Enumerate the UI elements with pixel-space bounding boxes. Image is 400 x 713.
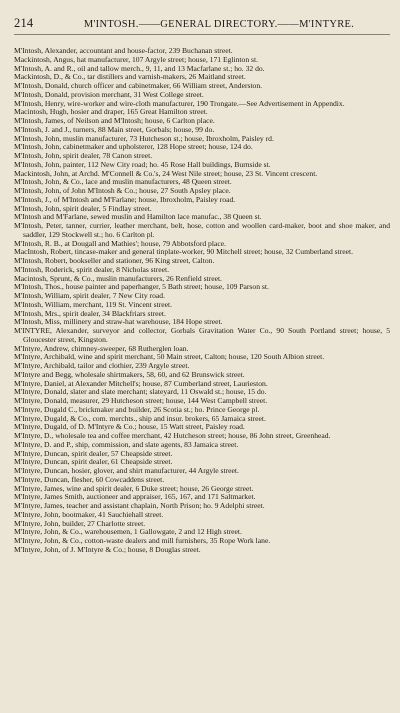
directory-entry: M'Intosh, Donald, provision merchant, 31 West College street. — [14, 89, 204, 99]
directory-entry: M'Intosh, John, & Co., lace and muslin manufacturers, 48 Queen street. — [14, 177, 232, 187]
directory-entry: M'Intosh, John, spirit dealer, 78 Canon street. — [14, 151, 153, 160]
directory-entry: M'Intyre, Andrew, chimney-sweeper, 68 Rutherglen loan. — [14, 343, 189, 353]
directory-entry: M'Intyre, Dugald, of D. M'Intyre & Co.; house, 15 Watt street, Paisley road. — [14, 422, 245, 432]
directory-entry: M'Intosh, John, spirit dealer, 5 Findlay street. — [14, 203, 152, 213]
directory-entry: M'Intyre, Archibald, wine and spirit merchant, 50 Main street, Calton; house, 120 South Albion street. — [14, 352, 325, 362]
directory-entry: M'Intyre, Duncan, hosier, glover, and shirt manufacturer, 44 Argyle street. — [14, 466, 239, 475]
directory-entry: M'Intyre, D., wholesale tea and coffee merchant, 42 Hutcheson street; house, 86 John street, Greenhead. — [14, 431, 331, 440]
directory-entry: Macintosh, Hugh, hosier and draper, 165 Great Hamilton street. — [14, 107, 208, 117]
directory-entry: M'Intyre, Duncan, spirit dealer, 57 Cheapside street. — [14, 448, 173, 458]
directory-entry: Mackintosh, Angus, hat manufacturer, 107 Argyle street; house, 171 Eglinton st. — [14, 54, 258, 64]
directory-entry: M'Intosh, John, of John M'Intosh & Co.; house, 27 South Apsley place. — [14, 186, 231, 195]
directory-entry: M'Intyre, John, of J. M'Intyre & Co.; house, 8 Douglas street. — [14, 544, 201, 554]
directory-entry: M'Intyre, Archibald, tailor and clothier, 239 Argyle street. — [14, 361, 190, 370]
directory-entry: M'Intosh, J. and J., turners, 88 Main street, Gorbals; house, 99 do. — [14, 124, 215, 134]
directory-entry: M'Intosh, John, cabinetmaker and upholsterer, 128 Hope street; house, 124 do. — [14, 142, 253, 152]
directory-entry: M'Intosh, Robert, bookseller and stationer, 96 King street, Calton. — [14, 256, 215, 265]
directory-entry: M'Intosh, A. and R., oil and tallow merch., 9, 11, and 13 Macfarlane st.; ho. 32 do. — [14, 63, 265, 73]
directory-entry: M'Intyre, Duncan, flesher, 60 Cowcaddens street. — [14, 474, 165, 484]
directory-entry: M'Intosh, Peter, tanner, currier, leather merchant, belt, hose, cotton and woollen card-maker, boot and shoe maker, and saddler, 129 Stockwell st.; ho. 6 Carlton pl. — [14, 221, 390, 239]
directory-entry: M'Intosh, James, of Neilson and M'Intosh; house, 6 Carlton place. — [14, 116, 215, 125]
directory-entry: M'Intyre, John, & Co., cotton-waste dealers and mill furnishers, 35 Rope Work lane. — [14, 536, 271, 545]
directory-entry: M'Intyre, Duncan, spirit dealer, 61 Cheapside street. — [14, 457, 173, 467]
directory-entry: M'Intosh, Mrs., spirit dealer, 34 Blackfriars street. — [14, 308, 166, 318]
directory-entry: MacIntosh, Robert, tincase-maker and general tinplate-worker, 90 Mitchell street; house, 32 Cumberland street. — [14, 247, 353, 257]
directory-entry: Macintosh, Sprunt, & Co., muslin manufacturers, 26 Renfield street. — [14, 273, 222, 283]
directory-entry: Mackintosh, John, at Archd. M'Connell & Co.'s, 24 West Nile street; house, 23 St. Vincent crescent. — [14, 168, 318, 178]
directory-entry: M'Intyre, John, & Co., warehousemen, 1 Gallowgate, 2 and 12 High street. — [14, 527, 242, 537]
directory-entry: Mackintosh, D., & Co., tar distillers and varnish-makers, 26 Maitland street. — [14, 72, 246, 82]
directory-entry: M'Intosh, Miss, millinery and straw-hat warehouse, 184 Hope street. — [14, 317, 223, 327]
page-number: 214 — [14, 16, 34, 30]
directory-entry: M'Intyre, James, wine and spirit dealer, 6 Duke street; house, 26 George street. — [14, 483, 254, 493]
directory-entry: M'Intyre, James, teacher and assistant chaplain, North Prison; ho. 9 Adelphi street. — [14, 501, 265, 510]
directory-entry: M'Intosh, William, spirit dealer, 7 New City road. — [14, 291, 165, 300]
directory-entry: M'Intosh, J., of M'Intosh and M'Farlane; house, Ibroxholm, Paisley road. — [14, 194, 236, 204]
directory-entry: M'Intosh, Donald, church officer and cabinetmaker, 66 William street, Anderston. — [14, 81, 263, 90]
directory-entry: M'Intosh, R. B., at Dougall and Mathies'; house, 79 Abbotsford place. — [14, 238, 226, 248]
directory-entry: M'Intosh, John, painter, 112 New City road; ho. 45 Rose Hall buildings, Burnside st. — [14, 159, 271, 169]
directory-entry: M'Intosh, William, merchant, 119 St. Vincent street. — [14, 299, 173, 309]
directory-entry: M'Intyre, James Smith, auctioneer and appraiser, 165, 167, and 171 Saltmarket. — [14, 492, 256, 502]
directory-entry: M'Intyre, John, builder, 27 Charlotte street. — [14, 518, 146, 528]
directory-entry: M'Intosh, Alexander, accountant and house-factor, 239 Buchanan street. — [14, 46, 233, 55]
directory-entry: M'INTYRE, Alexander, surveyor and collector, Gorbals Gravitation Water Co., 90 South Portland street; house, 5 Gloucester street, Kingston. — [14, 326, 390, 344]
directory-entry: M'Intosh, Roderick, spirit dealer, 8 Nicholas street. — [14, 264, 170, 274]
directory-entry: M'Intyre, Dugald C., brickmaker and builder, 26 Scotia st.; ho. Prince George pl. — [14, 404, 260, 414]
directory-entry: M'Intosh and M'Farlane, sewed muslin and Hamilton lace manufac., 38 Queen st. — [14, 212, 262, 222]
running-head: M'INTOSH.——GENERAL DIRECTORY.——M'INTYRE. — [83, 19, 355, 30]
directory-entry: M'Intosh, Henry, wire-worker and wire-cloth manufacturer, 190 Trongate.—See Advertisement in Appendix. — [14, 98, 345, 108]
directory-entry: M'Intyre and Begg, wholesale shirtmakers, 58, 60, and 62 Brunswick street. — [14, 369, 245, 379]
directory-entry: M'Intyre, Donald, slater and slate merchant; slateyard, 11 Oswald st.; house, 15 do. — [14, 387, 267, 397]
directory-entries — [14, 47, 390, 555]
page-header — [14, 16, 390, 35]
directory-entry: M'Intosh, Thos., house painter and paperhanger, 5 Bath street; house, 109 Parson st. — [14, 282, 269, 292]
directory-entry: M'Intyre, Donald, measurer, 29 Hutcheson street; house, 144 West Campbell street. — [14, 396, 268, 405]
directory-entry: M'Intyre, John, bootmaker, 41 Sauchiehall street. — [14, 509, 164, 519]
directory-entry: M'Intyre, Daniel, at Alexander Mitchell's; house, 87 Cumberland street, Laurieston. — [14, 378, 268, 388]
directory-entry: M'Intyre, Dugald, & Co., com. merchts., ship and insur. brokers, 65 Jamaica street. — [14, 413, 266, 423]
directory-entry: M'Intosh, John, muslin manufacturer, 73 Hutcheson st.; house, Ibroxholm, Paisley rd. — [14, 133, 274, 143]
directory-entry: M'Intyre, D. and P., ship, commission, and slate agents, 83 Jamaica street. — [14, 439, 239, 449]
